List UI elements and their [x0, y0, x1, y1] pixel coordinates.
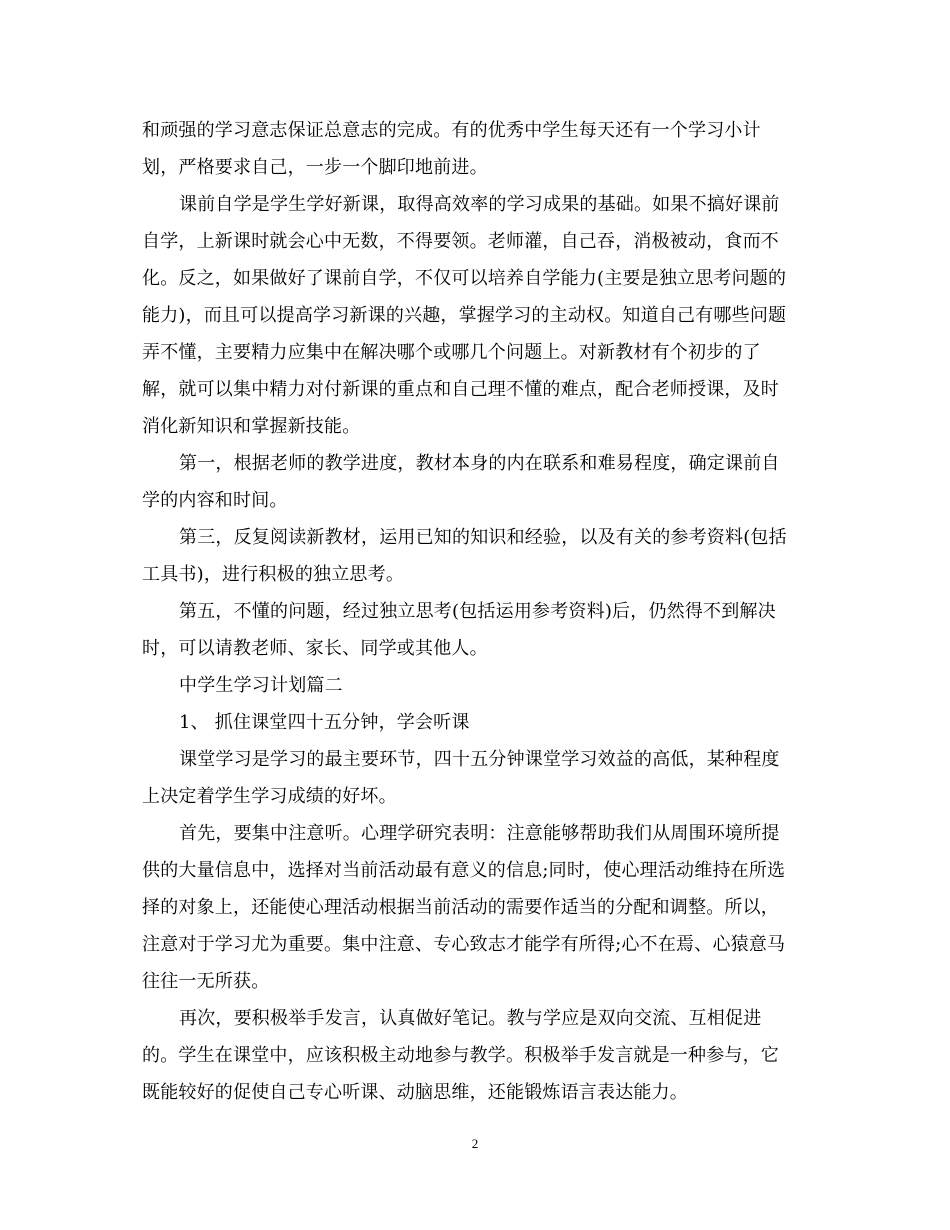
paragraph — [142, 186, 810, 445]
text-line: 划，严格要求自己，一步一个脚印地前进。 — [142, 157, 488, 178]
text-line: 再次，要积极举手发言，认真做好笔记。教与学应是双向交流、互相促进 — [179, 1008, 762, 1029]
text-line: 往往一无所获。 — [142, 971, 270, 992]
paragraph — [142, 593, 810, 667]
paragraph — [142, 704, 810, 741]
paragraph — [142, 1000, 810, 1111]
text-line: 弄不懂，主要精力应集中在解决哪个或哪几个问题上。对新教材有个初步的了 — [142, 342, 761, 363]
text-line: 1、 抓住课堂四十五分钟，学会听课 — [179, 712, 470, 733]
text-line: 自学，上新课时就会心中无数，不得要领。老师灌，自己吞，消极被动，食而不 — [142, 231, 779, 252]
text-line: 注意对于学习尤为重要。集中注意、专心致志才能学有所得;心不在焉、心猿意马 — [142, 934, 786, 955]
text-line: 课前自学是学生学好新课，取得高效率的学习成果的基础。如果不搞好课前 — [179, 194, 780, 215]
paragraph — [142, 741, 810, 815]
text-line: 第一，根据老师的教学进度，教材本身的内在联系和难易程度，确定课前自 — [179, 453, 780, 474]
document-body — [142, 112, 810, 1111]
text-line: 消化新知识和掌握新技能。 — [142, 416, 361, 437]
text-line: 第三，反复阅读新教材，运用已知的知识和经验，以及有关的参考资料(包括 — [179, 527, 787, 548]
text-line: 既能较好的促使自己专心听课、动脑思维，还能锻炼语言表达能力。 — [142, 1082, 688, 1103]
text-line: 的。学生在课堂中，应该积极主动地参与教学。积极举手发言就是一种参与，它 — [142, 1045, 779, 1066]
text-line: 中学生学习计划篇二 — [179, 675, 343, 696]
paragraph — [142, 112, 810, 186]
text-line: 化。反之，如果做好了课前自学，不仅可以培养自学能力(主要是独立思考问题的 — [142, 268, 787, 289]
page-number: 2 — [471, 1136, 479, 1151]
text-line: 首先，要集中注意听。心理学研究表明：注意能够帮助我们从周围环境所提 — [179, 823, 780, 844]
text-line: 时，可以请教老师、家长、同学或其他人。 — [142, 638, 488, 659]
text-line: 第五，不懂的问题，经过独立思考(包括运用参考资料)后，仍然得不到解决 — [179, 601, 776, 622]
text-line: 学的内容和时间。 — [142, 490, 288, 511]
text-line: 解，就可以集中精力对付新课的重点和自己理不懂的难点，配合老师授课，及时 — [142, 379, 779, 400]
paragraph — [142, 815, 810, 1000]
text-line: 课堂学习是学习的最主要环节，四十五分钟课堂学习效益的高低，某种程度 — [179, 749, 780, 770]
text-line: 择的对象上，还能使心理活动根据当前活动的需要作适当的分配和调整。所以， — [142, 897, 779, 918]
text-line: 能力)，而且可以提高学习新课的兴趣，掌握学习的主动权。知道自己有哪些问题 — [142, 305, 787, 326]
paragraph — [142, 445, 810, 519]
paragraph — [142, 519, 810, 593]
text-line: 工具书)，进行积极的独立思考。 — [142, 564, 405, 585]
paragraph — [142, 667, 810, 704]
text-line: 上决定着学生学习成绩的好坏。 — [142, 786, 397, 807]
text-line: 供的大量信息中，选择对当前活动最有意义的信息;同时，使心理活动维持在所选 — [142, 860, 786, 881]
text-line: 和顽强的学习意志保证总意志的完成。有的优秀中学生每天还有一个学习小计 — [142, 120, 761, 141]
